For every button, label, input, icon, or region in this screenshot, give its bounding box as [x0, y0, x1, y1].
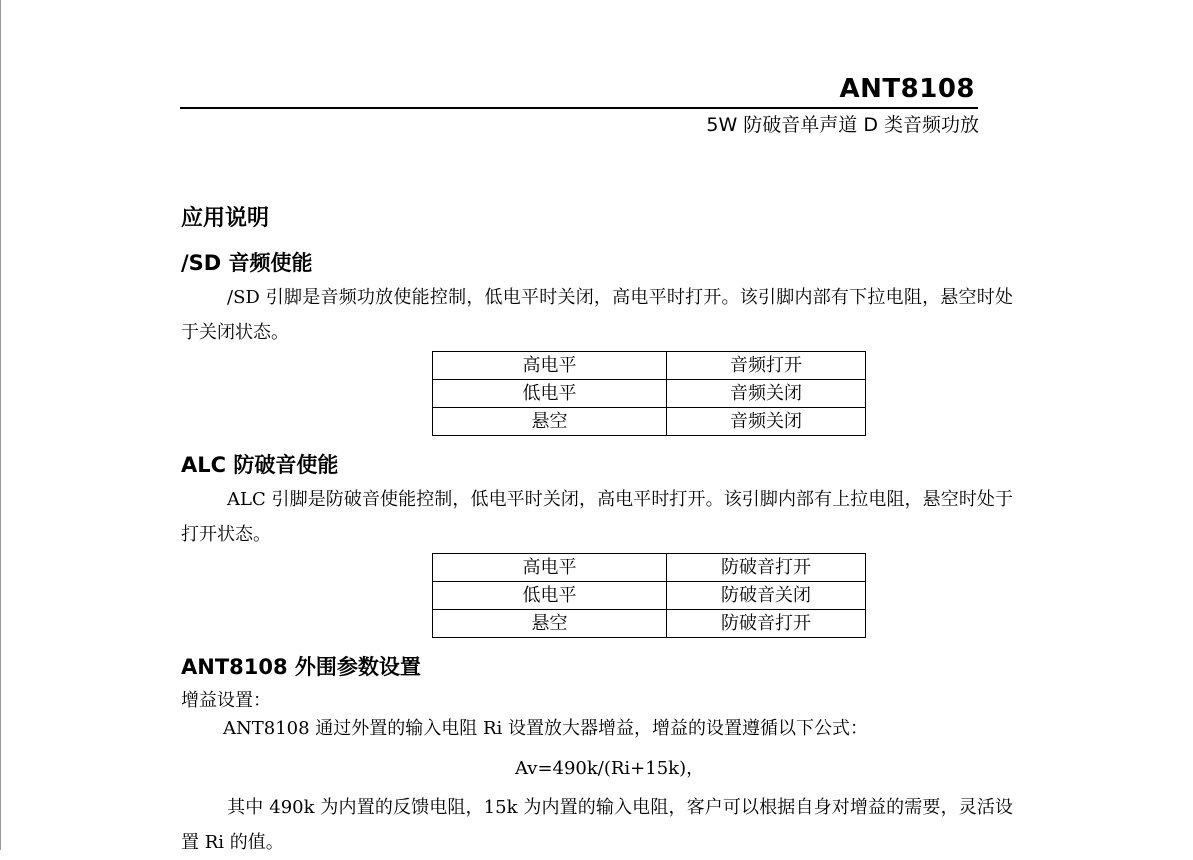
- product-code: ANT8108: [839, 74, 975, 104]
- gain-label: 增益设置：: [181, 690, 271, 711]
- sd-paragraph: [181, 280, 1013, 350]
- alc-paragraph: [181, 482, 1013, 552]
- table-cell-state: 高电平: [433, 352, 667, 380]
- alc-paragraph-text: ALC 引脚是防破音使能控制，低电平时关闭，高电平时打开。该引脚内部有上拉电阻，悬空时处于打开状态。: [181, 489, 1013, 545]
- table-cell-result: 防破音打开: [667, 610, 866, 638]
- table-cell-state: 悬空: [433, 408, 667, 436]
- alc-state-table: [432, 553, 866, 638]
- alc-heading: ALC 防破音使能: [181, 453, 339, 477]
- table-row: [433, 380, 866, 408]
- sd-heading: /SD 音频使能: [181, 251, 313, 275]
- sd-paragraph-text: /SD 引脚是音频功放使能控制，低电平时关闭，高电平时打开。该引脚内部有下拉电阻，悬空时处于关闭状态。: [181, 287, 1013, 343]
- product-subtitle: 5W 防破音单声道 D 类音频功放: [706, 114, 979, 136]
- table-row: [433, 554, 866, 582]
- sd-state-table: [432, 351, 866, 436]
- gain-explanation-text: 其中 490k 为内置的反馈电阻，15k 为内置的输入电阻，客户可以根据自身对增益的需要，灵活设置 Ri 的值。: [181, 797, 1013, 853]
- gain-intro: ANT8108 通过外置的输入电阻 Ri 设置放大器增益，增益的设置遵循以下公式：: [223, 718, 869, 739]
- page-left-border: [0, 0, 1, 850]
- table-cell-state: 低电平: [433, 582, 667, 610]
- table-cell-state: 高电平: [433, 554, 667, 582]
- table-cell-result: 音频打开: [667, 352, 866, 380]
- table-cell-result: 音频关闭: [667, 380, 866, 408]
- table-row: [433, 408, 866, 436]
- section-title: 应用说明: [181, 206, 270, 231]
- params-heading: ANT8108 外围参数设置: [181, 655, 421, 679]
- table-cell-result: 防破音关闭: [667, 582, 866, 610]
- table-cell-state: 悬空: [433, 610, 667, 638]
- table-row: [433, 352, 866, 380]
- table-cell-result: 音频关闭: [667, 408, 866, 436]
- table-cell-result: 防破音打开: [667, 554, 866, 582]
- header-rule: [180, 107, 978, 109]
- gain-formula: Av=490k/(Ri+15k)，: [515, 758, 705, 779]
- table-row: [433, 610, 866, 638]
- table-row: [433, 582, 866, 610]
- table-cell-state: 低电平: [433, 380, 667, 408]
